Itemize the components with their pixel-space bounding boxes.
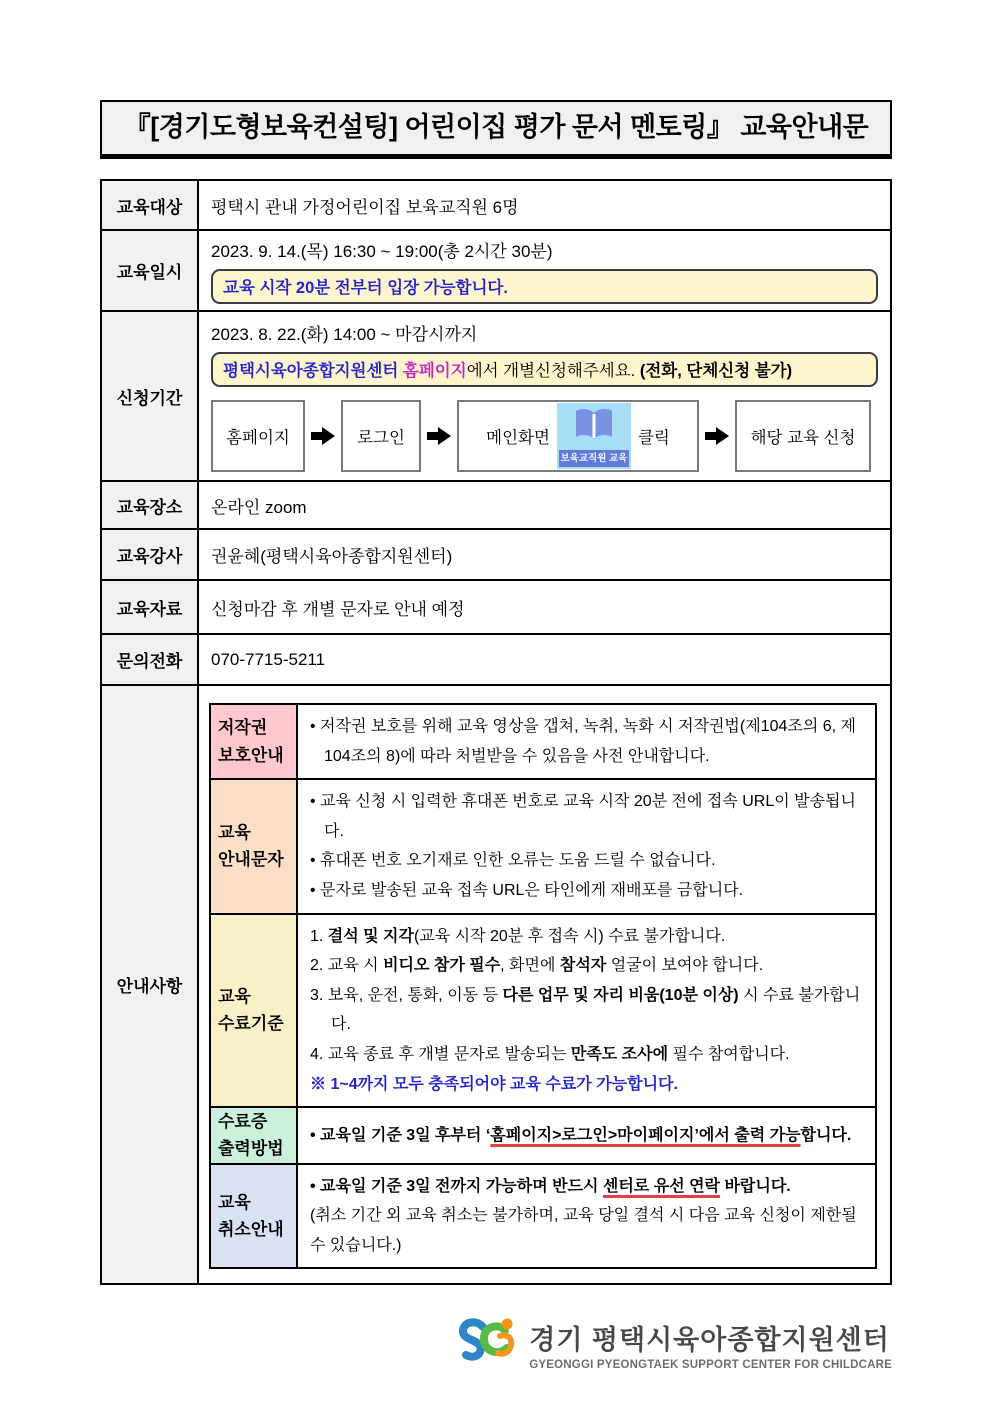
row-label-notice: 안내사항 (101, 685, 198, 1284)
page-title: 『[경기도형보육컨설팅] 어린이집 평가 문서 멘토링』 교육안내문 (100, 100, 892, 159)
notice-row-copyright (210, 704, 876, 779)
notice-label-cancel: 교육 취소안내 (210, 1164, 297, 1269)
apply-note-box (211, 352, 878, 387)
flow-step-homepage (211, 400, 305, 472)
application-flow (211, 400, 878, 472)
notice-content-sms: • 교육 신청 시 입력한 휴대폰 번호로 교육 시작 20분 전에 접속 URL이 발송됩니다. • 휴대폰 번호 오기재로 인한 오류는 도움 드릴 수 없습니다. • 문자로 발송된 교육 접속 URL은 타인에게 재배포를 금합니다. (297, 779, 876, 913)
row-value-instructor: 권윤혜(평택시육아종합지원센터) (211, 547, 453, 566)
footer-text (529, 1318, 892, 1371)
flow-step-click-label: 클릭 (637, 429, 670, 447)
info-table (100, 179, 892, 1285)
flow-step-homepage-label: 홈페이지 (226, 429, 290, 447)
apply-period: 2023. 8. 22.(화) 14:00 ~ 마감시까지 (211, 325, 478, 344)
apply-note-mid: 에서 개별신청해주세요. (466, 362, 640, 380)
flow-step-mainscreen-label: 메인화면 (486, 429, 550, 447)
row-label-phone: 문의전화 (101, 634, 198, 685)
icon-caption: 보육교직원 교육 (559, 450, 629, 467)
center-logo-icon (455, 1315, 519, 1373)
table-row-schedule (101, 230, 891, 311)
footer-center-subtitle: GYEONGGI PYEONGTAEK SUPPORT CENTER FOR CHILDCARE (529, 1358, 892, 1371)
table-row-place (101, 481, 891, 529)
row-label-apply: 신청기간 (101, 311, 198, 481)
arrow-right-icon (427, 427, 451, 445)
row-value-phone: 070-7715-5211 (211, 649, 326, 669)
completion-item-2: 2. 교육 시 비디오 참가 필수, 화면에 참석자 얼굴이 보여야 합니다. (310, 957, 764, 975)
open-book-icon (573, 407, 615, 441)
table-row-instructor (101, 529, 891, 580)
row-value-target: 평택시 관내 가정어린이집 보육교직원 6명 (211, 197, 519, 217)
apply-note-center: 평택시육아종합지원센터 (223, 362, 403, 380)
completion-item-1: 1. 결석 및 지각(교육 시작 20분 후 접속 시) 수료 불가합니다. (310, 927, 726, 945)
row-label-target: 교육대상 (101, 180, 198, 230)
notice-label-print: 수료증 출력방법 (210, 1107, 297, 1163)
completion-item-3: 3. 보육, 운전, 통화, 이동 등 다른 업무 및 자리 비움(10분 이상) 시 수료 불가합니다. (310, 986, 861, 1034)
notice-row-sms (210, 779, 876, 913)
notice-section (209, 703, 877, 1269)
row-label-materials: 교육자료 (101, 580, 198, 634)
notice-content-cancel: • 교육일 기준 3일 전까지 가능하며 반드시 센터로 유선 연락 바랍니다. (취소 기간 외 교육 취소는 불가하며, 교육 당일 결석 시 다음 교육 신청이 제한될 수 있습니다.) (297, 1164, 876, 1269)
notice-table (209, 703, 877, 1269)
notice-row-print (210, 1107, 876, 1163)
row-value-materials: 신청마감 후 개별 문자로 안내 예정 (211, 599, 465, 619)
arrow-right-icon (705, 427, 729, 445)
flow-step-apply-label: 해당 교육 신청 (750, 429, 856, 447)
flow-step-login (341, 400, 421, 472)
row-label-schedule: 교육일시 (101, 230, 198, 311)
row-label-instructor: 교육강사 (101, 529, 198, 580)
flow-step-login-label: 로그인 (357, 429, 405, 447)
table-row-target (101, 180, 891, 230)
schedule-note-text: 교육 시작 20분 전부터 입장 가능합니다. (223, 279, 508, 297)
childcare-teacher-education-icon (557, 403, 631, 469)
row-label-place: 교육장소 (101, 481, 198, 529)
notice-content-copyright: • 저작권 보호를 위해 교육 영상을 갭쳐, 녹취, 녹화 시 저작권법(제104조의 6, 제104조의 8)에 따라 처벌받을 수 있음을 사전 안내합니다. (297, 704, 876, 779)
table-row-apply (101, 311, 891, 481)
schedule-datetime: 2023. 9. 14.(목) 16:30 ~ 19:00(총 2시간 30분) (211, 242, 553, 261)
table-row-notice (101, 685, 891, 1284)
completion-item-4: 4. 교육 종료 후 개별 문자로 발송되는 만족도 조사에 필수 참여합니다. (310, 1045, 790, 1063)
flow-step-mainscreen (457, 400, 699, 472)
table-row-materials (101, 580, 891, 634)
completion-item-5: ※ 1~4까지 모두 충족되어야 교육 수료가 가능합니다. (310, 1075, 678, 1093)
notice-label-sms: 교육 안내문자 (210, 779, 297, 913)
notice-label-completion: 교육 수료기준 (210, 914, 297, 1108)
notice-row-cancel (210, 1164, 876, 1269)
cancel-paren-text: (취소 기간 외 교육 취소는 불가하며, 교육 당일 결석 시 다음 교육 신청이 제한될 수 있습니다.) (310, 1207, 857, 1254)
footer-logo (100, 1315, 892, 1373)
table-row-phone (101, 634, 891, 685)
flow-step-apply (735, 400, 871, 472)
row-value-place: 온라인 zoom (211, 497, 307, 517)
apply-note-paren: (전화, 단체신청 불가) (639, 362, 793, 380)
notice-label-copyright: 저작권 보호안내 (210, 704, 297, 779)
footer-center-name: 경기 평택시육아종합지원센터 (529, 1324, 890, 1355)
arrow-right-icon (311, 427, 335, 445)
notice-content-print: • 교육일 기준 3일 후부터 ‘홈페이지>로그인>마이페이지’에서 출력 가능합니다. (297, 1107, 876, 1163)
notice-content-completion (297, 914, 876, 1108)
notice-row-completion (210, 914, 876, 1108)
apply-note-homepage: 홈페이지 (402, 362, 467, 380)
schedule-note-box (211, 269, 878, 304)
